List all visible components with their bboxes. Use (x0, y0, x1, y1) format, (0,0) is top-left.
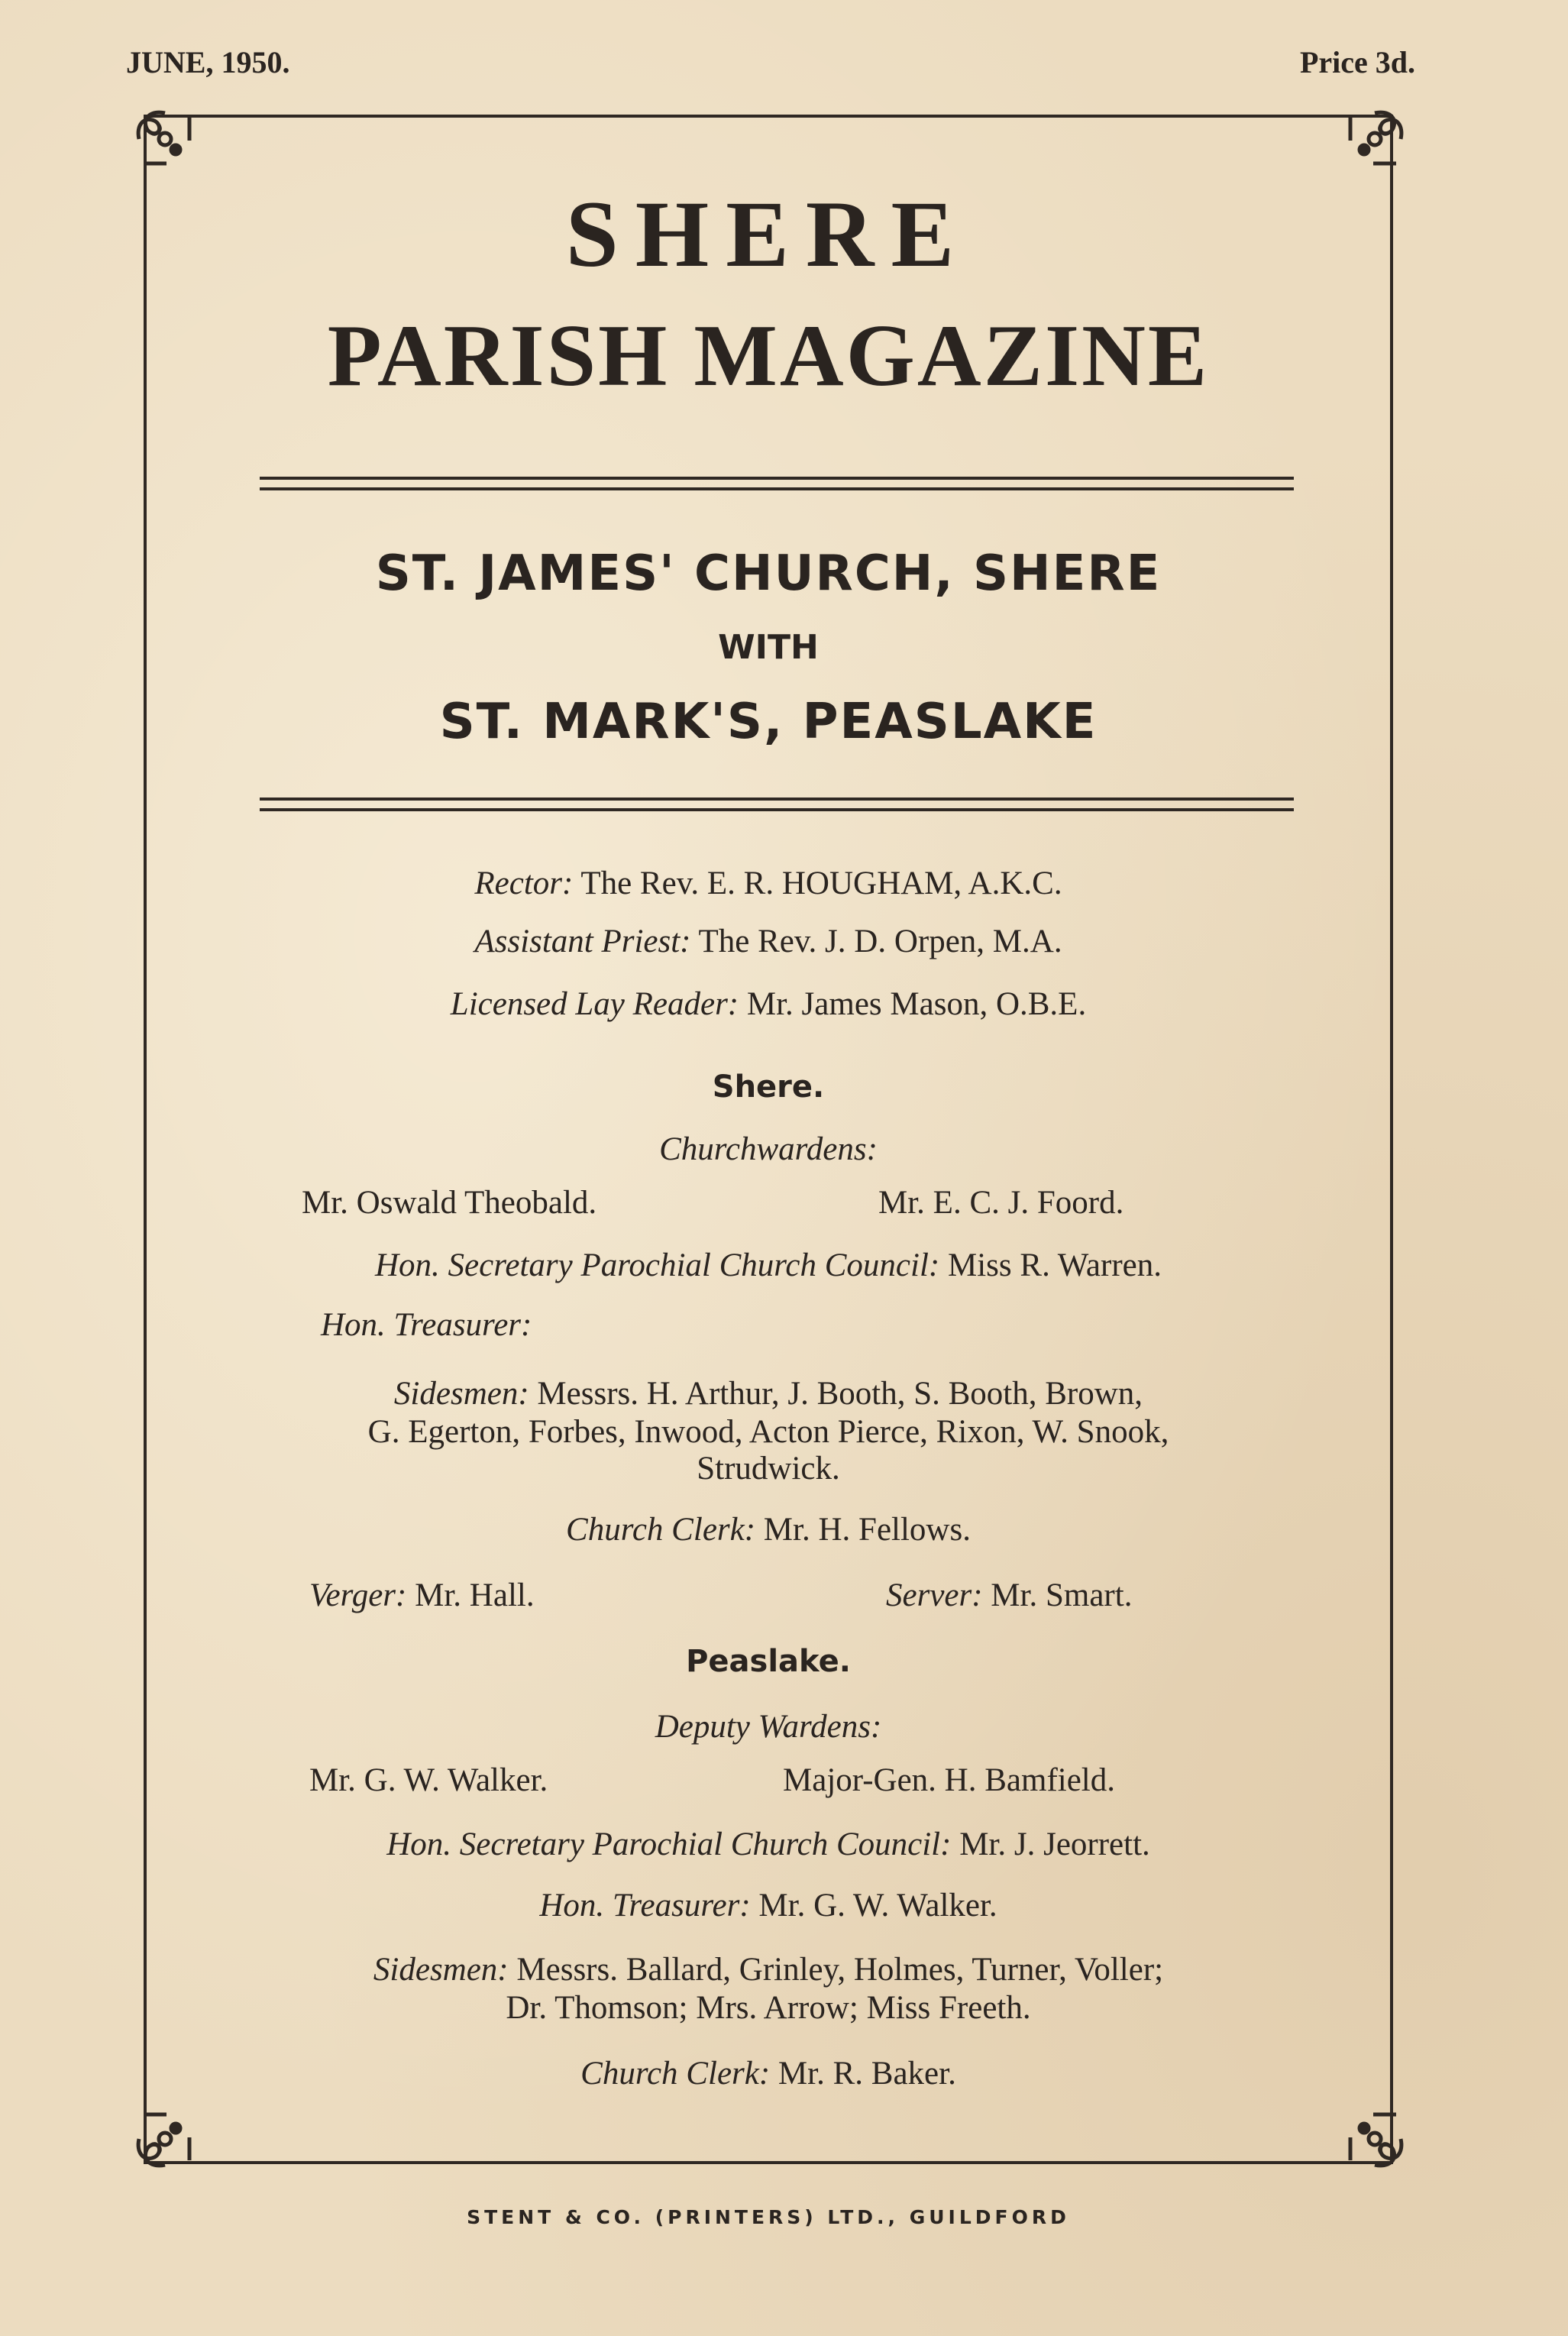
peaslake-treasurer-line (144, 1887, 1393, 1924)
rector-line (144, 865, 1393, 902)
section-heading-peaslake: Peaslake. (686, 1644, 851, 1679)
assistant-priest-label: Assistant Priest: (474, 924, 691, 959)
double-rule-divider (260, 477, 1294, 490)
peaslake-treasurer-value: Mr. G. W. Walker. (758, 1888, 997, 1923)
double-rule-divider (260, 798, 1294, 811)
shere-sidesmen-names-1: Messrs. H. Arthur, J. Booth, S. Booth, Brown, (537, 1376, 1143, 1412)
shere-clerk-value: Mr. H. Fellows. (763, 1512, 971, 1548)
shere-clerk-label: Church Clerk: (566, 1512, 756, 1548)
verger-label: Verger: (309, 1577, 407, 1613)
shere-secretary-label: Hon. Secretary Parochial Church Council: (375, 1247, 940, 1283)
issue-price: Price 3d. (1299, 45, 1415, 79)
masthead-title-line2: PARISH MAGAZINE (327, 307, 1210, 405)
shere-sidesmen-names-3: Strudwick. (697, 1451, 840, 1487)
churchwarden-1: Mr. Oswald Theobald. (302, 1185, 597, 1221)
deputy-warden-2: Major-Gen. H. Bamfield. (783, 1762, 1115, 1798)
masthead-title-line1: SHERE (565, 182, 972, 286)
churchwardens-label: Churchwardens: (659, 1131, 878, 1167)
shere-sidesmen-label: Sidesmen: (393, 1376, 529, 1412)
assistant-priest-line (144, 923, 1393, 960)
server-label: Server: (886, 1577, 983, 1613)
peaslake-sidesmen-label: Sidesmen: (373, 1952, 509, 1988)
with-connector: WITH (718, 628, 819, 667)
verger-line (309, 1577, 535, 1614)
churchwarden-2: Mr. E. C. J. Foord. (878, 1185, 1124, 1221)
lay-reader-label: Licensed Lay Reader: (450, 986, 739, 1022)
peaslake-sidesmen-names-1: Messrs. Ballard, Grinley, Holmes, Turner, Voller; (516, 1952, 1164, 1988)
assistant-priest-value: The Rev. J. D. Orpen, M.A. (698, 924, 1062, 959)
fleuron-corner-icon (1338, 2102, 1411, 2176)
shere-sidesmen-line1 (144, 1375, 1393, 1412)
shere-secretary-line (144, 1247, 1393, 1284)
deputy-warden-1: Mr. G. W. Walker. (309, 1762, 548, 1798)
peaslake-clerk-line (144, 2055, 1393, 2092)
peaslake-secretary-value: Mr. J. Jeorrett. (959, 1826, 1150, 1862)
issue-date: JUNE, 1950. (126, 45, 290, 79)
peaslake-secretary-line (144, 1826, 1393, 1863)
peaslake-secretary-label: Hon. Secretary Parochial Church Council: (386, 1826, 952, 1862)
fleuron-corner-icon (128, 2102, 202, 2176)
lay-reader-value: Mr. James Mason, O.B.E. (746, 986, 1087, 1022)
shere-clerk-line (144, 1511, 1393, 1548)
peaslake-sidesmen-line1 (144, 1951, 1393, 1988)
fleuron-corner-icon (128, 102, 202, 176)
verger-value: Mr. Hall. (415, 1577, 535, 1613)
peaslake-treasurer-label: Hon. Treasurer: (539, 1888, 751, 1923)
church-name-shere: ST. JAMES' CHURCH, SHERE (375, 545, 1162, 602)
shere-treasurer-label: Hon. Treasurer: (321, 1307, 532, 1343)
church-name-peaslake: ST. MARK'S, PEASLAKE (439, 694, 1098, 750)
shere-secretary-value: Miss R. Warren. (947, 1247, 1162, 1283)
peaslake-clerk-value: Mr. R. Baker. (778, 2056, 956, 2092)
shere-sidesmen-names-2: G. Egerton, Forbes, Inwood, Acton Pierce, Rixon, W. Snook, (367, 1414, 1169, 1450)
server-line (886, 1577, 1132, 1614)
rector-label: Rector: (474, 865, 574, 901)
fleuron-corner-icon (1338, 102, 1411, 176)
rector-value: The Rev. E. R. HOUGHAM, A.K.C. (580, 865, 1062, 901)
peaslake-sidesmen-names-2: Dr. Thomson; Mrs. Arrow; Miss Freeth. (506, 1990, 1031, 2026)
printer-imprint: STENT & CO. (PRINTERS) LTD., GUILDFORD (467, 2206, 1070, 2228)
server-value: Mr. Smart. (991, 1577, 1133, 1613)
deputy-wardens-label: Deputy Wardens: (655, 1709, 882, 1745)
section-heading-shere: Shere. (712, 1069, 825, 1105)
lay-reader-line (144, 985, 1393, 1023)
peaslake-clerk-label: Church Clerk: (580, 2056, 771, 2092)
